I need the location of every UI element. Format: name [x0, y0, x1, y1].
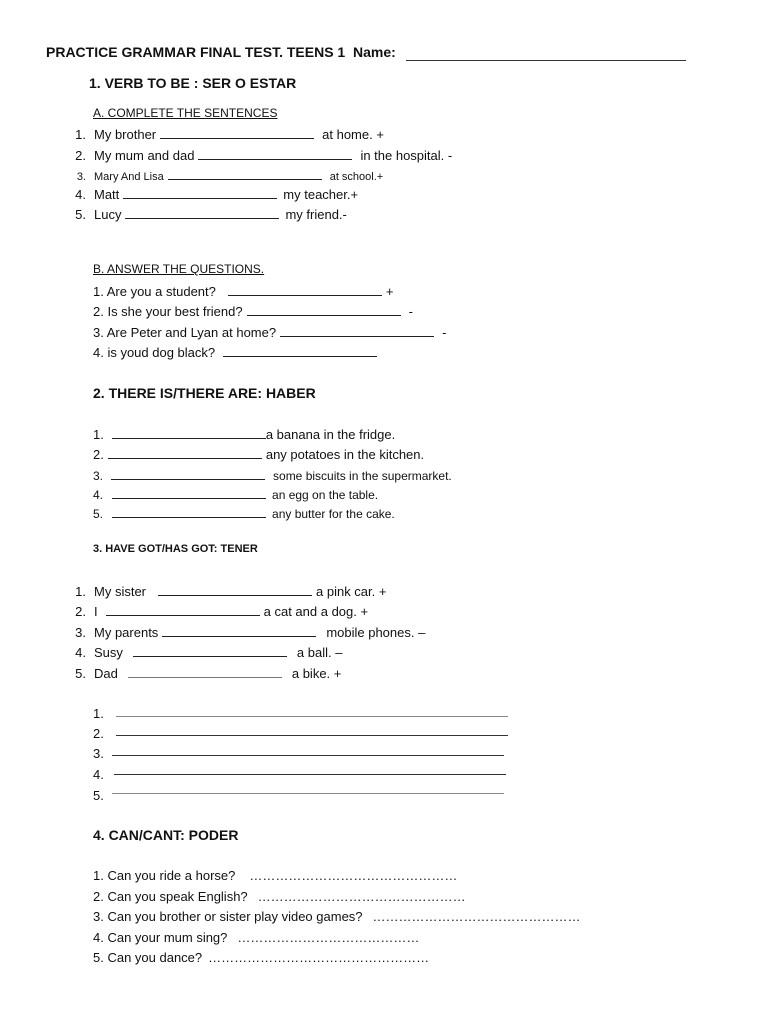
list-item: 1. a banana in the fridge. [93, 427, 396, 442]
name-field[interactable] [406, 60, 686, 61]
section-heading-there-is: 2. THERE IS/THERE ARE: HABER [93, 385, 316, 401]
answer-blank[interactable] [111, 467, 265, 480]
part-b-heading: B. ANSWER THE QUESTIONS. [93, 262, 265, 276]
section-heading-can: 4. CAN/CANT: PODER [93, 827, 239, 843]
answer-blank[interactable] [128, 665, 282, 678]
answer-blank[interactable] [108, 446, 262, 459]
answer-blank[interactable] [106, 603, 260, 616]
line-number: 5. [93, 788, 104, 803]
answer-line[interactable] [114, 774, 506, 775]
answer-dots[interactable]: …………………………………… [237, 930, 420, 945]
list-item: 1. My sister a pink car. + [75, 584, 387, 599]
line-number: 4. [93, 767, 104, 782]
answer-blank[interactable] [112, 505, 266, 518]
answer-dots[interactable]: ………………………………………… [372, 909, 581, 924]
list-item: 3. Can you brother or sister play video games? ………………………………………… [93, 909, 581, 924]
answer-blank[interactable] [280, 324, 434, 337]
line-number: 2. [93, 726, 104, 741]
line-number: 3. [93, 746, 104, 761]
answer-blank[interactable] [247, 303, 401, 316]
line-number: 1. [93, 706, 104, 721]
section-heading-verb-to-be: 1. VERB TO BE : SER O ESTAR [89, 75, 297, 91]
list-item: 3. Mary And Lisa at school.+ [64, 167, 383, 183]
answer-blank[interactable] [158, 583, 312, 596]
answer-dots[interactable]: ………………………………………… [249, 868, 458, 883]
answer-blank[interactable] [162, 624, 316, 637]
list-item: 5. Dad a bike. + [75, 666, 342, 681]
list-item: 5. Lucy my friend.- [75, 207, 347, 222]
answer-blank[interactable] [133, 644, 287, 657]
list-item: 3. some biscuits in the supermarket. [93, 469, 452, 483]
list-item: 2. any potatoes in the kitchen. [93, 447, 425, 462]
answer-blank[interactable] [223, 344, 377, 357]
answer-blank[interactable] [123, 186, 277, 199]
list-item: 2. Is she your best friend? - [93, 304, 413, 319]
list-item: 4. Can your mum sing? …………………………………… [93, 930, 420, 945]
list-item: 2. Can you speak English? ………………………………………… [93, 889, 466, 904]
answer-blank[interactable] [168, 167, 322, 180]
part-a-heading: A. COMPLETE THE SENTENCES [93, 106, 278, 120]
answer-blank[interactable] [198, 147, 352, 160]
name-label: Name: [353, 44, 396, 60]
list-item: 3. Are Peter and Lyan at home? - [93, 325, 447, 340]
answer-blank[interactable] [228, 283, 382, 296]
section-heading-have-got: 3. HAVE GOT/HAS GOT: TENER [93, 543, 258, 555]
list-item: 4. Matt my teacher.+ [75, 187, 359, 202]
list-item: 1. Are you a student? + [93, 284, 394, 299]
list-item: 1. My brother at home. + [75, 127, 384, 142]
answer-dots[interactable]: …………………………………………… [208, 950, 430, 965]
answer-line[interactable] [116, 716, 508, 717]
answer-blank[interactable] [112, 486, 266, 499]
list-item: 1. Can you ride a horse? ………………………………………… [93, 868, 458, 883]
list-item: 2. My mum and dad in the hospital. - [75, 148, 453, 163]
list-item: 4. Susy a ball. – [75, 645, 343, 660]
answer-line[interactable] [116, 735, 508, 736]
answer-line[interactable] [112, 755, 504, 756]
answer-blank[interactable] [125, 206, 279, 219]
list-item: 2. I a cat and a dog. + [75, 604, 369, 619]
list-item: 4. is youd dog black? [93, 344, 381, 360]
page-title: PRACTICE GRAMMAR FINAL TEST. TEENS 1 [46, 44, 346, 60]
list-item: 4. an egg on the table. [93, 488, 379, 502]
answer-dots[interactable]: ………………………………………… [257, 889, 466, 904]
list-item: 5. Can you dance? …………………………………………… [93, 950, 430, 965]
answer-line[interactable] [112, 793, 504, 794]
answer-blank[interactable] [160, 126, 314, 139]
list-item: 3. My parents mobile phones. – [75, 625, 426, 640]
answer-blank[interactable] [112, 426, 266, 439]
list-item: 5. any butter for the cake. [93, 507, 395, 521]
